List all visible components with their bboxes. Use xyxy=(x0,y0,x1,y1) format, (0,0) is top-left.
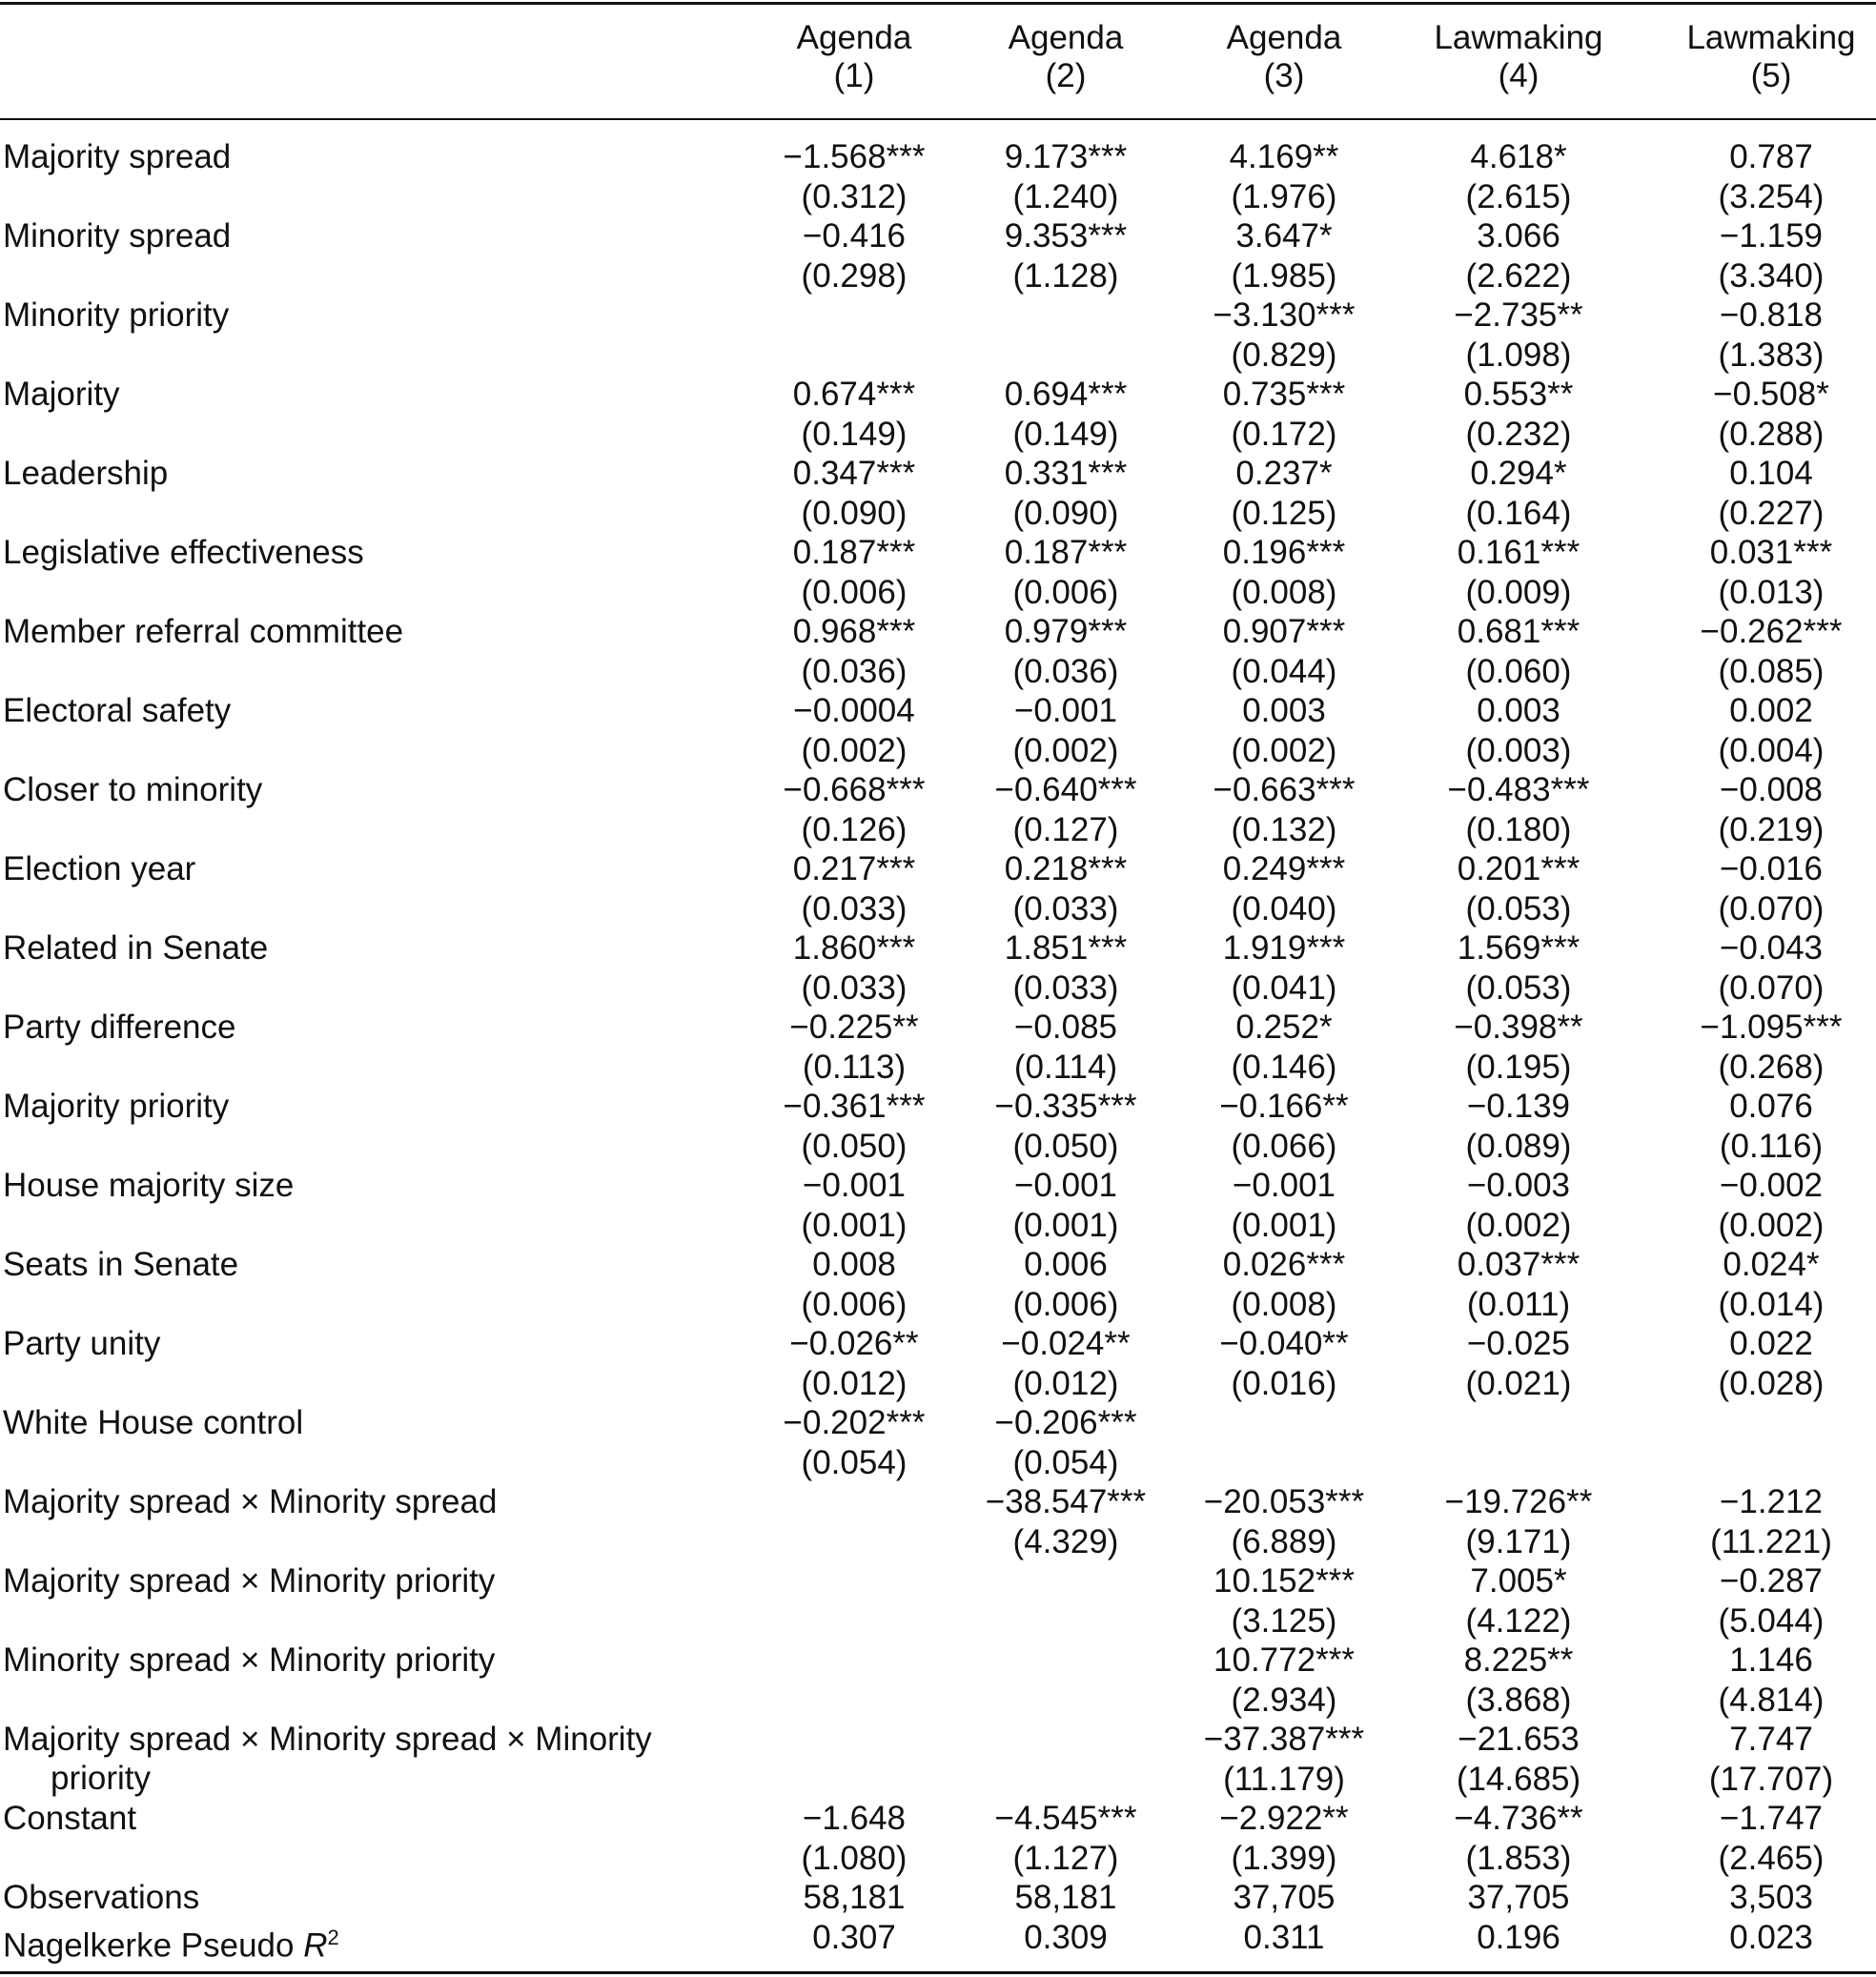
row-label-text: Election year xyxy=(3,850,196,887)
coefficient-cell: 0.196*** xyxy=(1222,534,1346,571)
row-label-text: Majority spread × Minority spread × Minority xyxy=(3,1721,652,1758)
coefficient-cell: −1.212 xyxy=(1719,1483,1824,1520)
coefficient-cell: −38.547*** xyxy=(985,1483,1147,1520)
standard-error-cell: (0.009) xyxy=(1465,573,1572,611)
row-label-text: Minority spread × Minority priority xyxy=(3,1641,496,1679)
standard-error-cell: (0.036) xyxy=(1012,652,1119,690)
coefficient-cell: 0.187*** xyxy=(792,534,916,571)
standard-error-cell: (0.041) xyxy=(1231,968,1337,1007)
row-label xyxy=(3,1245,238,1284)
standard-error-cell: (0.002) xyxy=(1718,1206,1825,1244)
coefficient-cell: 0.076 xyxy=(1729,1088,1813,1125)
standard-error-cell: (0.044) xyxy=(1231,652,1337,690)
coefficient-cell: 0.031*** xyxy=(1709,534,1833,571)
row-label-text: Party difference xyxy=(3,1009,236,1046)
coefficient-cell: −0.001 xyxy=(1013,1167,1118,1204)
standard-error-cell: (0.113) xyxy=(802,1048,907,1086)
row-label xyxy=(3,691,231,730)
standard-error-cell: (0.298) xyxy=(801,256,907,295)
column-model-number: (1) xyxy=(833,57,875,94)
standard-error-cell: (0.033) xyxy=(1012,968,1119,1007)
row-label xyxy=(3,375,120,414)
standard-error-cell: (14.685) xyxy=(1456,1760,1581,1798)
row-label-text: Majority spread × Minority priority xyxy=(3,1562,496,1600)
standard-error-cell: (0.127) xyxy=(1012,810,1119,848)
standard-error-cell: (0.012) xyxy=(801,1364,907,1402)
coefficient-cell: 1.851*** xyxy=(1004,929,1128,967)
standard-error-cell: (0.004) xyxy=(1718,731,1825,769)
standard-error-cell: (0.016) xyxy=(1231,1364,1337,1402)
column-header xyxy=(1414,19,1623,95)
coefficient-cell: −0.025 xyxy=(1466,1325,1571,1362)
coefficient-cell: −1.095*** xyxy=(1700,1009,1843,1046)
coefficient-cell: 1.919*** xyxy=(1222,929,1346,967)
coefficient-cell: 8.225** xyxy=(1463,1641,1574,1679)
coefficient-cell: 0.249*** xyxy=(1222,850,1346,887)
standard-error-cell: (0.014) xyxy=(1718,1285,1825,1323)
standard-error-cell: (11.221) xyxy=(1710,1522,1832,1560)
coefficient-cell: 0.003 xyxy=(1477,692,1560,729)
standard-error-cell: (0.021) xyxy=(1465,1364,1572,1402)
coefficient-cell: 7.747 xyxy=(1729,1721,1813,1758)
standard-error-cell: (0.003) xyxy=(1465,731,1572,769)
coefficient-cell: 0.201*** xyxy=(1457,850,1580,887)
standard-error-cell: (0.006) xyxy=(1012,1285,1119,1323)
coefficient-cell: −0.026** xyxy=(789,1325,919,1362)
standard-error-cell: (0.011) xyxy=(1466,1285,1571,1323)
coefficient-cell: 10.772*** xyxy=(1213,1641,1355,1679)
standard-error-cell: (0.053) xyxy=(1465,968,1572,1007)
standard-error-cell: (17.707) xyxy=(1708,1760,1834,1798)
row-label xyxy=(3,296,229,335)
row-label xyxy=(3,137,231,176)
standard-error-cell: (1.240) xyxy=(1012,177,1119,215)
standard-error-cell: (0.132) xyxy=(1231,810,1337,848)
standard-error-cell: (0.053) xyxy=(1465,889,1572,927)
row-label xyxy=(3,1641,495,1680)
standard-error-cell: (0.028) xyxy=(1718,1364,1825,1402)
standard-error-cell: (0.312) xyxy=(801,177,907,215)
standard-error-cell: (0.126) xyxy=(801,810,907,848)
standard-error-cell: (0.002) xyxy=(1012,731,1119,769)
standard-error-cell: (0.085) xyxy=(1718,652,1825,690)
standard-error-cell: (4.329) xyxy=(1012,1522,1119,1560)
standard-error-cell: (0.164) xyxy=(1465,494,1572,532)
stat-value-cell: 0.311 xyxy=(1243,1918,1325,1956)
standard-error-cell: (0.013) xyxy=(1718,573,1825,611)
coefficient-cell: −3.130*** xyxy=(1213,296,1356,334)
row-label xyxy=(3,1008,236,1047)
standard-error-cell: (0.054) xyxy=(1012,1443,1119,1481)
standard-error-cell: (0.125) xyxy=(1231,494,1337,532)
row-label xyxy=(3,1166,294,1205)
coefficient-cell: −0.001 xyxy=(1232,1167,1336,1204)
standard-error-cell: (2.622) xyxy=(1465,256,1572,295)
coefficient-cell: −20.053*** xyxy=(1203,1483,1365,1520)
row-label xyxy=(3,928,268,968)
coefficient-cell: −0.287 xyxy=(1719,1562,1824,1600)
row-label xyxy=(3,1799,136,1838)
row-label-text: Majority priority xyxy=(3,1088,230,1125)
row-label xyxy=(3,770,262,809)
row-label xyxy=(3,1087,229,1126)
standard-error-cell: (0.002) xyxy=(1465,1206,1572,1244)
coefficient-cell: −0.206*** xyxy=(994,1404,1137,1441)
standard-error-cell: (0.219) xyxy=(1718,810,1825,848)
stat-value-cell: 0.196 xyxy=(1477,1918,1560,1956)
column-model-number: (2) xyxy=(1045,57,1087,94)
standard-error-cell: (0.066) xyxy=(1231,1127,1337,1165)
coefficient-cell: −0.085 xyxy=(1013,1009,1118,1046)
coefficient-cell: 7.005* xyxy=(1470,1562,1567,1600)
stat-label xyxy=(3,1878,199,1917)
standard-error-cell: (0.172) xyxy=(1231,415,1337,453)
stat-value-cell: 0.307 xyxy=(812,1918,896,1956)
standard-error-cell: (1.976) xyxy=(1231,177,1337,215)
row-label-text: Minority spread xyxy=(3,217,232,255)
coefficient-cell: 9.173*** xyxy=(1004,138,1128,175)
coefficient-cell: −0.225** xyxy=(789,1009,919,1046)
coefficient-cell: −0.335*** xyxy=(994,1088,1137,1125)
standard-error-cell: (0.033) xyxy=(1012,889,1119,927)
coefficient-cell: −0.416 xyxy=(802,217,907,255)
standard-error-cell: (0.070) xyxy=(1718,889,1825,927)
coefficient-cell: 0.979*** xyxy=(1004,613,1128,650)
stat-value-cell: 3,503 xyxy=(1729,1879,1813,1916)
coefficient-cell: 4.618* xyxy=(1470,138,1567,175)
standard-error-cell: (3.254) xyxy=(1718,177,1825,215)
coefficient-cell: −19.726** xyxy=(1444,1483,1593,1520)
coefficient-cell: −0.663*** xyxy=(1213,771,1356,808)
column-header xyxy=(749,19,959,95)
coefficient-cell: 0.026*** xyxy=(1222,1246,1346,1283)
row-label xyxy=(3,1324,160,1363)
stat-label-text: Nagelkerke Pseudo xyxy=(3,1926,304,1965)
column-model-name: Agenda xyxy=(1008,19,1124,56)
column-model-number: (3) xyxy=(1263,57,1305,94)
row-label-text: House majority size xyxy=(3,1167,295,1204)
standard-error-cell: (0.054) xyxy=(801,1443,907,1481)
row-label xyxy=(3,1561,495,1600)
standard-error-cell: (0.050) xyxy=(801,1127,907,1165)
standard-error-cell: (0.001) xyxy=(1012,1206,1119,1244)
coefficient-cell: 4.169** xyxy=(1229,138,1339,175)
row-label-text: White House control xyxy=(3,1404,304,1441)
row-label xyxy=(3,454,168,493)
standard-error-cell: (0.002) xyxy=(1231,731,1337,769)
standard-error-cell: (0.146) xyxy=(1231,1048,1337,1086)
coefficient-cell: −0.139 xyxy=(1466,1088,1571,1125)
coefficient-cell: −0.668*** xyxy=(783,771,926,808)
row-label-text: Minority priority xyxy=(3,296,230,334)
standard-error-cell: (1.399) xyxy=(1231,1839,1337,1877)
coefficient-cell: −1.747 xyxy=(1719,1800,1824,1837)
coefficient-cell: −1.648 xyxy=(802,1800,907,1837)
column-model-number: (4) xyxy=(1498,57,1540,94)
coefficient-cell: −0.818 xyxy=(1719,296,1824,334)
row-label-text: Majority xyxy=(3,376,120,413)
coefficient-cell: 0.104 xyxy=(1729,455,1813,492)
standard-error-cell: (0.195) xyxy=(1465,1048,1572,1086)
coefficient-cell: 0.218*** xyxy=(1004,850,1128,887)
row-label-text: Majority spread xyxy=(3,138,232,175)
standard-error-cell: (0.036) xyxy=(801,652,907,690)
table-rule-top xyxy=(0,2,1876,5)
column-header xyxy=(1666,19,1876,95)
coefficient-cell: −0.361*** xyxy=(783,1088,926,1125)
column-model-name: Agenda xyxy=(796,19,912,56)
stat-label-superscript: 2 xyxy=(327,1925,339,1949)
standard-error-cell: (1.383) xyxy=(1718,336,1825,374)
coefficient-cell: −0.202*** xyxy=(783,1404,926,1441)
coefficient-cell: −0.262*** xyxy=(1700,613,1843,650)
row-label-text: Electoral safety xyxy=(3,692,232,729)
column-model-name: Agenda xyxy=(1226,19,1342,56)
standard-error-cell: (1.985) xyxy=(1231,256,1337,295)
coefficient-cell: 0.217*** xyxy=(792,850,916,887)
row-label xyxy=(3,849,195,888)
standard-error-cell: (0.033) xyxy=(801,889,907,927)
standard-error-cell: (2.934) xyxy=(1231,1681,1337,1719)
coefficient-cell: −0.003 xyxy=(1466,1167,1571,1204)
row-label-text: Seats in Senate xyxy=(3,1246,239,1283)
standard-error-cell: (0.008) xyxy=(1231,573,1337,611)
standard-error-cell: (3.125) xyxy=(1231,1601,1337,1640)
coefficient-cell: 0.787 xyxy=(1729,138,1813,175)
coefficient-cell: 0.024* xyxy=(1723,1246,1820,1283)
coefficient-cell: −2.735** xyxy=(1454,296,1583,334)
standard-error-cell: (1.127) xyxy=(1012,1839,1119,1877)
coefficient-cell: 0.161*** xyxy=(1457,534,1580,571)
coefficient-cell: 0.907*** xyxy=(1222,613,1346,650)
standard-error-cell: (2.465) xyxy=(1718,1839,1825,1877)
table-rule-bot xyxy=(0,1971,1876,1974)
coefficient-cell: 9.353*** xyxy=(1004,217,1128,255)
coefficient-cell: 0.252* xyxy=(1235,1009,1333,1046)
coefficient-cell: −1.159 xyxy=(1719,217,1824,255)
standard-error-cell: (1.098) xyxy=(1465,336,1572,374)
standard-error-cell: (0.089) xyxy=(1465,1127,1572,1165)
row-label-text: Member referral committee xyxy=(3,613,404,650)
standard-error-cell: (0.116) xyxy=(1719,1127,1824,1165)
standard-error-cell: (0.114) xyxy=(1013,1048,1118,1086)
coefficient-cell: 0.735*** xyxy=(1222,376,1346,413)
row-label-text: Leadership xyxy=(3,455,169,492)
standard-error-cell: (0.149) xyxy=(801,415,907,453)
row-label xyxy=(3,612,403,651)
standard-error-cell: (1.080) xyxy=(801,1839,907,1877)
coefficient-cell: 0.331*** xyxy=(1004,455,1128,492)
coefficient-cell: −0.166** xyxy=(1219,1088,1349,1125)
column-model-number: (5) xyxy=(1750,57,1792,94)
standard-error-cell: (6.889) xyxy=(1231,1522,1337,1560)
standard-error-cell: (0.002) xyxy=(801,731,907,769)
coefficient-cell: 0.294* xyxy=(1470,455,1567,492)
coefficient-cell: 3.647* xyxy=(1235,217,1333,255)
coefficient-cell: 0.003 xyxy=(1242,692,1326,729)
coefficient-cell: 0.674*** xyxy=(792,376,916,413)
column-model-name: Lawmaking xyxy=(1434,19,1603,56)
coefficient-cell: 1.569*** xyxy=(1457,929,1580,967)
coefficient-cell: −0.508* xyxy=(1713,376,1829,413)
row-label-text: Closer to minority xyxy=(3,771,263,808)
standard-error-cell: (0.040) xyxy=(1231,889,1337,927)
stat-value-cell: 0.309 xyxy=(1024,1918,1108,1956)
stat-value-cell: 58,181 xyxy=(803,1879,906,1916)
standard-error-cell: (0.070) xyxy=(1718,968,1825,1007)
stat-label-text: Observations xyxy=(3,1879,200,1916)
coefficient-cell: 0.008 xyxy=(812,1246,896,1283)
stat-value-cell: 37,705 xyxy=(1467,1879,1570,1916)
standard-error-cell: (0.090) xyxy=(1012,494,1119,532)
coefficient-cell: −4.545*** xyxy=(994,1800,1137,1837)
standard-error-cell: (5.044) xyxy=(1718,1601,1825,1640)
coefficient-cell: 0.022 xyxy=(1729,1325,1813,1362)
row-label-text: Majority spread × Minority spread xyxy=(3,1483,498,1520)
coefficient-cell: −0.002 xyxy=(1719,1167,1824,1204)
standard-error-cell: (0.033) xyxy=(801,968,907,1007)
standard-error-cell: (0.001) xyxy=(1231,1206,1337,1244)
stat-value-cell: 37,705 xyxy=(1233,1879,1336,1916)
standard-error-cell: (11.179) xyxy=(1223,1760,1345,1798)
row-label-text: Legislative effectiveness xyxy=(3,534,364,571)
standard-error-cell: (9.171) xyxy=(1465,1522,1572,1560)
coefficient-cell: 3.066 xyxy=(1477,217,1560,255)
row-label xyxy=(3,1403,303,1442)
standard-error-cell: (0.090) xyxy=(801,494,907,532)
standard-error-cell: (4.814) xyxy=(1718,1681,1825,1719)
standard-error-cell: (0.006) xyxy=(801,1285,907,1323)
coefficient-cell: −0.0004 xyxy=(793,692,915,729)
row-label xyxy=(3,533,364,572)
standard-error-cell: (0.232) xyxy=(1465,415,1572,453)
standard-error-cell: (0.050) xyxy=(1012,1127,1119,1165)
standard-error-cell: (0.268) xyxy=(1718,1048,1825,1086)
standard-error-cell: (0.006) xyxy=(1012,573,1119,611)
standard-error-cell: (0.829) xyxy=(1231,336,1337,374)
coefficient-cell: 0.237* xyxy=(1235,455,1333,492)
coefficient-cell: 1.146 xyxy=(1729,1641,1813,1679)
coefficient-cell: 10.152*** xyxy=(1213,1562,1355,1600)
coefficient-cell: −1.568*** xyxy=(783,138,926,175)
coefficient-cell: 0.347*** xyxy=(792,455,916,492)
coefficient-cell: −0.483*** xyxy=(1447,771,1590,808)
standard-error-cell: (0.288) xyxy=(1718,415,1825,453)
row-label-text: Constant xyxy=(3,1800,137,1837)
standard-error-cell: (0.012) xyxy=(1012,1364,1119,1402)
stat-label xyxy=(3,1918,339,1966)
coefficient-cell: −21.653 xyxy=(1458,1721,1580,1758)
stat-value-cell: 58,181 xyxy=(1014,1879,1117,1916)
coefficient-cell: 0.002 xyxy=(1729,692,1813,729)
coefficient-cell: 0.681*** xyxy=(1457,613,1580,650)
coefficient-cell: 0.187*** xyxy=(1004,534,1128,571)
row-label-continuation: priority xyxy=(51,1760,152,1797)
coefficient-cell: −0.016 xyxy=(1719,850,1824,887)
coefficient-cell: −0.024** xyxy=(1001,1325,1131,1362)
stat-label-italic: R xyxy=(303,1926,328,1965)
column-model-name: Lawmaking xyxy=(1686,19,1856,56)
standard-error-cell: (0.001) xyxy=(801,1206,907,1244)
standard-error-cell: (4.122) xyxy=(1465,1601,1572,1640)
coefficient-cell: −0.008 xyxy=(1719,771,1824,808)
column-header xyxy=(1179,19,1389,95)
coefficient-cell: 0.968*** xyxy=(792,613,916,650)
row-label-text: Party unity xyxy=(3,1325,161,1362)
stat-value-cell: 0.023 xyxy=(1729,1918,1813,1956)
coefficient-cell: −0.043 xyxy=(1719,929,1824,967)
standard-error-cell: (2.615) xyxy=(1465,177,1572,215)
coefficient-cell: −0.001 xyxy=(1013,692,1118,729)
standard-error-cell: (0.180) xyxy=(1465,810,1572,848)
coefficient-cell: −0.398** xyxy=(1454,1009,1583,1046)
coefficient-cell: −0.001 xyxy=(802,1167,907,1204)
row-label-text: Related in Senate xyxy=(3,929,269,967)
row-label xyxy=(3,1720,652,1798)
row-label xyxy=(3,216,231,255)
coefficient-cell: 0.694*** xyxy=(1004,376,1128,413)
coefficient-cell: −2.922** xyxy=(1219,1800,1349,1837)
table-rule-mid xyxy=(0,118,1876,120)
row-label xyxy=(3,1482,497,1521)
standard-error-cell: (0.149) xyxy=(1012,415,1119,453)
coefficient-cell: −0.640*** xyxy=(994,771,1137,808)
standard-error-cell: (1.853) xyxy=(1465,1839,1572,1877)
standard-error-cell: (3.868) xyxy=(1465,1681,1572,1719)
coefficient-cell: −37.387*** xyxy=(1203,1721,1365,1758)
standard-error-cell: (0.060) xyxy=(1465,652,1572,690)
column-header xyxy=(961,19,1171,95)
coefficient-cell: −0.040** xyxy=(1219,1325,1349,1362)
standard-error-cell: (0.006) xyxy=(801,573,907,611)
standard-error-cell: (1.128) xyxy=(1012,256,1119,295)
coefficient-cell: 0.037*** xyxy=(1457,1246,1580,1283)
standard-error-cell: (0.227) xyxy=(1718,494,1825,532)
standard-error-cell: (0.008) xyxy=(1231,1285,1337,1323)
standard-error-cell: (3.340) xyxy=(1718,256,1825,295)
coefficient-cell: −4.736** xyxy=(1454,1800,1583,1837)
coefficient-cell: 1.860*** xyxy=(792,929,916,967)
coefficient-cell: 0.006 xyxy=(1024,1246,1108,1283)
coefficient-cell: 0.553** xyxy=(1463,376,1574,413)
